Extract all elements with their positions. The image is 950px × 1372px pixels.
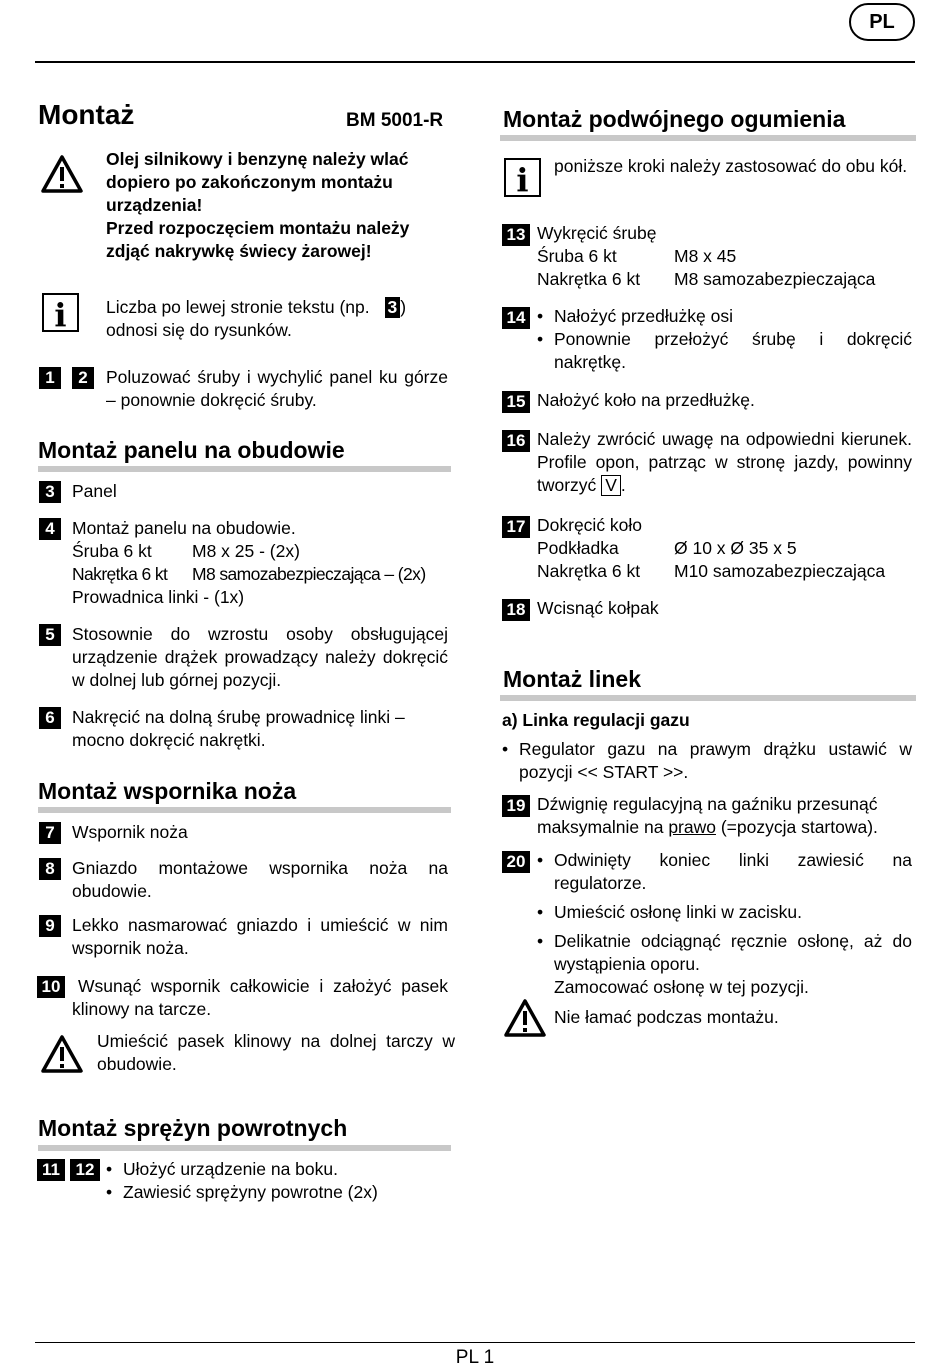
step-18-text: Wcisnąć kołpak bbox=[537, 598, 659, 618]
step-16-text: Należy zwrócić uwagę na odpowiedni kierunek. Profile opon, patrząc w stronę jazdy, powinny tworzyć V . bbox=[537, 429, 912, 495]
step-number-11: 11 bbox=[37, 1159, 65, 1181]
step-14-list bbox=[537, 305, 912, 374]
heading-underline bbox=[38, 466, 451, 472]
list-item: • Ułożyć urządzenie na boku. bbox=[106, 1158, 450, 1181]
step-15-text: Nałożyć koło na przedłużkę. bbox=[537, 390, 755, 410]
step-number-18: 18 bbox=[502, 599, 530, 621]
info-note: Liczba po lewej stronie tekstu (np. 3 ) odnosi się do rysunków. bbox=[106, 297, 407, 340]
subheading-throttle-cable: a) Linka regulacji gazu bbox=[502, 710, 690, 730]
step-number-7: 7 bbox=[39, 822, 61, 844]
section-heading-panel: Montaż panelu na obudowie bbox=[38, 437, 345, 463]
step-number-1: 1 bbox=[39, 367, 61, 389]
page-title: Montaż bbox=[38, 99, 135, 130]
warning-text-1: Olej silnikowy i benzynę należy wlać dopiero po zakończonym montażu urządzenia! Przed rozpoczęciem montażu należy zdjąć nakrywkę świecy żarowej! bbox=[106, 149, 410, 261]
step-13-block: Wykręcić śrubę Śruba 6 kt M8 x 45 Nakrętka 6 kt M8 samozabezpieczająca bbox=[537, 223, 876, 289]
list-item: • Odwinięty koniec linki zawiesić na regulatorze. bbox=[537, 849, 912, 895]
warning-icon bbox=[503, 998, 547, 1038]
section-heading-springs: Montaż sprężyn powrotnych bbox=[38, 1115, 348, 1141]
heading-underline bbox=[38, 807, 451, 813]
heading-underline bbox=[500, 135, 916, 141]
step-number-15: 15 bbox=[502, 391, 530, 413]
step-17-parts-table: Podkładka Ø 10 x Ø 35 x 5 Nakrętka 6 kt M10 samozabezpieczająca bbox=[537, 538, 886, 581]
list-item: • Ponownie przełożyć śrubę i dokręcić nakrętkę. bbox=[537, 328, 912, 374]
step-9-text: Lekko nasmarować gniazdo i umieścić w nim wspornik noża. bbox=[72, 915, 448, 958]
step-8-text: Gniazdo montażowe wspornika noża na obudowie. bbox=[72, 858, 448, 901]
step-number-4: 4 bbox=[39, 518, 61, 540]
bottom-rule bbox=[35, 1342, 915, 1343]
list-item-continuation: Zamocować osłonę w tej pozycji. bbox=[554, 977, 809, 997]
list-item: • Zawiesić sprężyny powrotne (2x) bbox=[106, 1181, 450, 1204]
model-number: BM 5001-R bbox=[346, 110, 444, 131]
top-rule bbox=[35, 61, 915, 63]
step-10-text: Wsunąć wspornik całkowicie i założyć pasek klinowy na tarcze. bbox=[72, 976, 448, 1019]
step-19-text: Dźwignię regulacyjną na gaźniku przesunąć maksymalnie na prawo (=pozycja startowa). bbox=[537, 794, 878, 837]
step-number-5: 5 bbox=[39, 624, 61, 646]
throttle-list bbox=[502, 738, 912, 784]
warning-text-2: Umieścić pasek klinowy na dolnej tarczy w obudowie. bbox=[97, 1031, 455, 1074]
page-number: PL 1 bbox=[455, 1347, 495, 1368]
warning-icon bbox=[40, 154, 84, 194]
section-heading-cables: Montaż linek bbox=[503, 666, 642, 692]
step-17-block: Dokręcić koło Podkładka Ø 10 x Ø 35 x 5 Nakrętka 6 kt M10 samozabezpieczająca bbox=[537, 515, 886, 581]
direction-symbol-v: V bbox=[601, 475, 621, 496]
step-number-9: 9 bbox=[39, 915, 61, 937]
list-item: • Nałożyć przedłużkę osi bbox=[537, 305, 912, 328]
info-icon: i bbox=[504, 158, 541, 197]
step-3-text: Panel bbox=[72, 481, 117, 501]
step-number-3: 3 bbox=[39, 481, 61, 503]
heading-underline bbox=[500, 695, 916, 701]
step-number-13: 13 bbox=[502, 224, 530, 246]
step-13-parts-table: Śruba 6 kt M8 x 45 Nakrętka 6 kt M8 samozabezpieczająca bbox=[537, 246, 876, 289]
step-4-block: Montaż panelu na obudowie. Śruba 6 kt M8 x 25 - (2x) Nakrętka 6 kt M8 samozabezpieczająca – (2x) Prowadnica linki - (1x) bbox=[72, 518, 426, 607]
list-item: • Delikatnie odciągnąć ręcznie osłonę, aż do wystąpienia oporu. bbox=[537, 930, 912, 976]
step-number-6: 6 bbox=[39, 707, 61, 729]
step-number-17: 17 bbox=[502, 516, 530, 538]
step-number-19: 19 bbox=[502, 795, 530, 817]
step-number-20: 20 bbox=[502, 851, 530, 873]
step-7-text: Wspornik noża bbox=[72, 822, 188, 842]
step-number-12: 12 bbox=[70, 1159, 100, 1181]
step-number-16: 16 bbox=[502, 430, 530, 452]
step-6-text: Nakręcić na dolną śrubę prowadnicę linki – mocno dokręcić nakrętki. bbox=[72, 707, 405, 750]
language-badge: PL bbox=[849, 3, 915, 41]
list-item: • Regulator gazu na prawym drążku ustawić w pozycji << START >>. bbox=[502, 738, 912, 784]
heading-underline bbox=[38, 1145, 451, 1151]
step-5-text: Stosownie do wzrostu osoby obsługującej urządzenie drążek prowadzący należy dokręcić w dolnej lub górnej pozycji. bbox=[72, 624, 448, 690]
step-1-2-text: Poluzować śruby i wychylić panel ku górze – ponownie dokręcić śruby. bbox=[106, 367, 448, 410]
step-4-parts-table: Śruba 6 kt M8 x 25 - (2x) Nakrętka 6 kt M8 samozabezpieczająca – (2x) bbox=[72, 541, 426, 584]
warning-icon bbox=[40, 1034, 84, 1074]
figure-ref-badge: 3 bbox=[385, 297, 401, 318]
section-heading-knife: Montaż wspornika noża bbox=[38, 778, 297, 804]
section-heading-dual-tires: Montaż podwójnego ogumienia bbox=[503, 106, 846, 132]
step-number-2: 2 bbox=[72, 367, 94, 389]
info-note: poniższe kroki należy zastosować do obu kół. bbox=[554, 156, 908, 176]
step-11-12-list bbox=[106, 1158, 450, 1204]
step-number-8: 8 bbox=[39, 858, 61, 880]
step-number-14: 14 bbox=[502, 307, 530, 329]
info-icon: i bbox=[42, 293, 79, 332]
warning-text-3: Nie łamać podczas montażu. bbox=[554, 1007, 779, 1027]
step-number-10: 10 bbox=[37, 976, 65, 998]
list-item: • Umieścić osłonę linki w zacisku. bbox=[537, 901, 912, 924]
step-20-list bbox=[537, 849, 912, 999]
